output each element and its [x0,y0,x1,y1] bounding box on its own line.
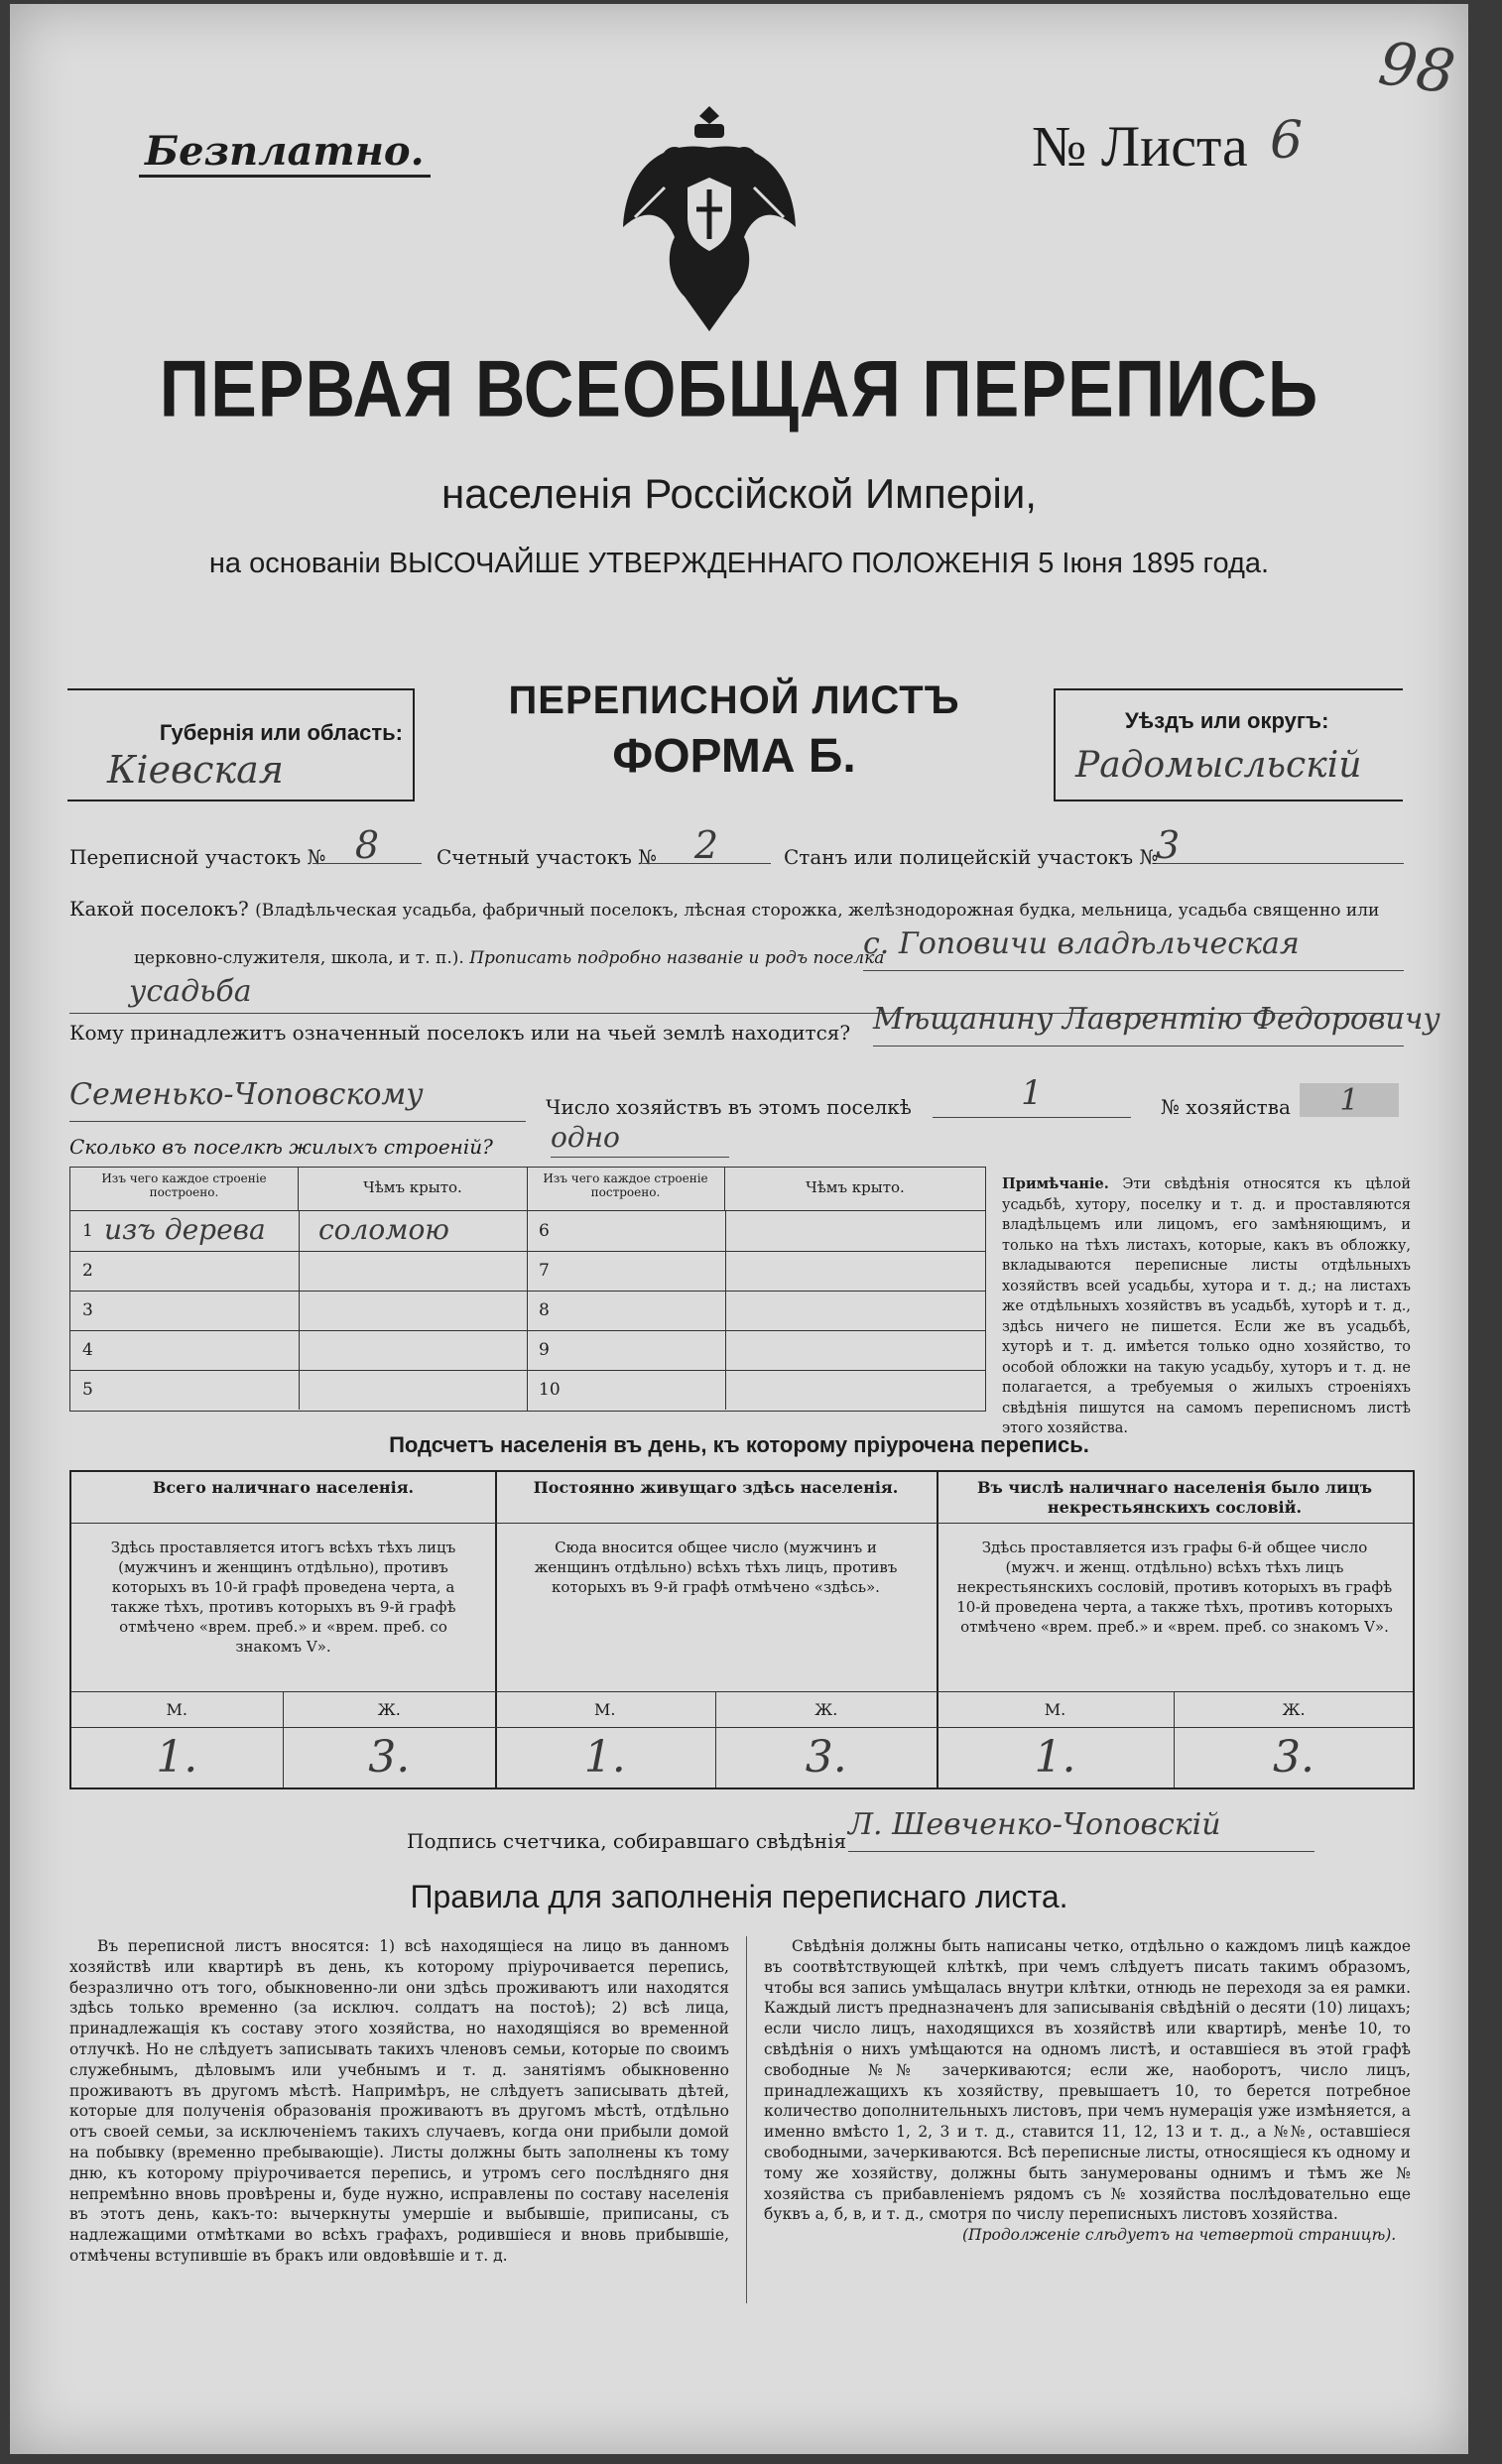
male-count: 1. [937,1728,1175,1787]
form-subtitle: ФОРМА Б. [612,730,856,783]
imperial-eagle-emblem [615,98,804,336]
female-count: 3. [805,1732,847,1783]
gubernia-box [67,688,415,801]
settlement-hint-line2 [134,948,884,968]
settlement-label: Какой поселокъ? [69,897,249,921]
settlement-hint2: церковно-служителя, школа, и т. п.). [134,948,464,968]
note-text: Эти свѣдѣнія относятся къ цѣлой усадьбѣ, хутору, поселку и т. д. и проставляются владѣльцемъ или лицомъ, его замѣняющимъ, и только на тѣхъ листахъ, которые, какъ въ обложку, вкладываются переписные листы отдѣльныхъ хозяйствъ всей усадьбы, хутора и т. д.; на листахъ же отдѣльныхъ хозяйствъ въ усадьбѣ, хуторѣ и т. д., здѣсь ничего не пишется. Если же въ усадьбѣ, хуторѣ и т. д. имѣется только одно хозяйство, то особой обложки на такую усадьбу, хуторъ и т. д. не полагается, а требуемыя о жилыхъ строеніяхъ свѣдѣнія пишутся на самомъ переписномъ листѣ этого хозяйства. [1002,1176,1411,1436]
census-district-label: Переписной участокъ № [69,845,326,869]
settlement-value: с. Гоповичи владѣльческая [863,926,1404,971]
building-row [527,1251,985,1292]
household-number-value: 1 [1300,1083,1399,1117]
household-number-label: № хозяйства [1161,1095,1291,1119]
building-row-number: 5 [82,1380,93,1400]
households-label: Число хозяйствъ въ этомъ поселкѣ [546,1095,912,1119]
free-label: Безплатно. [139,128,431,178]
count-column-header: Всего наличнаго населенія. [71,1472,495,1524]
building-row-number: 1 [82,1221,93,1241]
female-label: Ж. [716,1692,938,1728]
count-column [71,1472,497,1787]
male-label: М. [71,1692,284,1728]
buildings-label: Сколько въ поселкѣ жилыхъ строеній? [69,1135,493,1159]
female-count: 3. [1273,1732,1314,1783]
building-material: изъ дерева [104,1213,266,1246]
count-district-value: 2 [642,823,771,864]
col-material-header: Изъ чего каждое строеніе построено. [70,1168,299,1211]
owner-label: Кому принадлежитъ означенный поселокъ или на чьей землѣ находится? [69,1021,851,1045]
note-block [1002,1174,1411,1439]
male-count: 1. [71,1728,284,1787]
building-row-number: 10 [539,1380,561,1400]
divider [299,1211,300,1410]
buildings-table-right [527,1168,985,1411]
owner-value-2: Семенько-Чоповскому [69,1077,526,1122]
male-count: 1. [495,1728,716,1787]
column-divider [746,1936,747,2303]
building-row-number: 2 [82,1261,93,1281]
col-roof-header-2: Чѣмъ крыто. [725,1168,985,1211]
building-row-number: 8 [539,1300,550,1320]
building-row-number: 7 [539,1261,550,1281]
building-roof: соломою [318,1213,449,1246]
buildings-table-left [70,1168,528,1411]
page-title: ПЕРВАЯ ВСЕОБЩАЯ ПЕРЕПИСЬ [159,344,1319,433]
page-subtitle: населенія Россійской Имперіи, [441,470,1037,517]
signature-value: Л. Шевченко-Чоповскій [848,1807,1314,1852]
form-title: ПЕРЕПИСНОЙ ЛИСТЪ [508,678,960,722]
settlement-line [69,897,1409,921]
settlement-value-2: усадьба [69,974,1404,1014]
building-row-number: 9 [539,1340,550,1360]
rules-right-column: Свѣдѣнія должны быть написаны четко, отдѣльно о каждомъ лицѣ каждое въ соотвѣтствующей клѣткѣ, при чемъ слѣдуетъ писать такимъ образомъ, чтобы вся запись умѣщалась внутри клѣтки, отнюдь не переходя за ея рамки. Каждый листъ предназначенъ для записыванія свѣдѣній о десяти (10) лицахъ; если число лицъ, находящихся въ хозяйствѣ или квартирѣ, менѣе 10, то свѣдѣнія о нихъ умѣщаются на одномъ листѣ, и оставшіеся въ этой графѣ свободные №№ зачеркиваются; если же, наоборотъ, число лицъ, принадлежащихъ къ хозяйству, превышаетъ 10, то берется потребное количество дополнительныхъ листовъ, при чемъ нумерація уже измѣняется, а именно вмѣсто 1, 2, 3 и т. д., ставится 11, 12, 13 и т. д., а №№, оставшіеся свободными, зачеркиваются. Всѣ переписные листы, относящіеся къ одному и тому же хозяйству, должны быть занумерованы однимъ и тѣмъ же № хозяйства съ прибавленіемъ рядомъ съ № хозяйства послѣдовательно еще буквъ а, б, в, и т. д., смотря по числу переписныхъ листовъ хозяйства. [764,1937,1411,2224]
count-column-description: Здѣсь проставляется изъ графы 6-й общее число (мужч. и женщ. отдѣльно) всѣхъ тѣхъ лицъ некрестьянскихъ сословій, противъ которыхъ въ графѣ 10-й проведена черта, а также тѣхъ, противъ которыхъ отмѣчено «врем. преб.» и «врем. преб. со знакомъ V». [937,1524,1413,1692]
decree-line [10,548,1468,580]
rules-continued-note: (Продолженіе слѣдуетъ на четвертой страницѣ). [962,2226,1397,2244]
owner-value: Мѣщанину Лаврентію Федоровичу [873,1002,1404,1047]
note-title: Примѣчаніе. [1002,1175,1109,1192]
building-row-number: 4 [82,1340,93,1360]
sheet-number-label: № Листа [1032,114,1248,179]
census-form-page [10,4,1468,2454]
uezd-box [1054,688,1403,801]
count-column-header: Въ числѣ наличнаго населенія было лицъ некрестьянскихъ сословій. [937,1472,1413,1524]
decree-text: ВЫСОЧАЙШЕ УТВЕРЖДЕННАГО ПОЛОЖЕНІЯ 5 Іюня 1895 года. [388,548,1270,579]
buildings-value: одно [551,1121,729,1158]
page-number: 98 [1374,29,1459,108]
count-district-label: Счетный участокъ № [437,845,658,869]
building-row [527,1330,985,1371]
building-row [527,1291,985,1331]
male-label: М. [937,1692,1175,1728]
census-district-value: 8 [313,823,422,864]
count-column [495,1472,939,1787]
col-roof-header: Чѣмъ крыто. [299,1168,527,1211]
stan-label: Станъ или полицейскій участокъ № [784,845,1159,869]
sheet-number-value: 6 [1270,111,1304,171]
count-column-header: Постоянно живущаго здѣсь населенія. [495,1472,937,1524]
col-material-header-2: Изъ чего каждое строеніе построено. [527,1168,725,1211]
rules-title: Правила для заполненія переписнаго листа. [410,1879,1068,1914]
count-column [937,1472,1413,1787]
building-row [527,1370,985,1410]
count-title: Подсчетъ населенія въ день, къ которому пріурочена перепись. [389,1432,1089,1457]
buildings-table [69,1167,986,1412]
building-row-number: 3 [82,1300,93,1320]
rules-left-column: Въ переписной листъ вносятся: 1) всѣ находящіеся на лицо въ данномъ хозяйствѣ или квартирѣ въ день, къ которому пріурочивается перепись, безразлично отъ того, обыкновенно-ли они здѣсь проживаютъ или находятся здѣсь только временно (за исключ. солдатъ на постоѣ); 2) всѣ лица, принадлежащія къ составу этого хозяйства, но находящіяся во временной отлучкѣ. Но не слѣдуетъ записывать такихъ членовъ семьи, которые по своимъ служебнымъ, дѣловымъ или учебнымъ и т. д. занятіямъ обыкновенно проживаютъ въ другомъ мѣстѣ. Напримѣръ, не слѣдуетъ записывать дѣтей, которые для полученія образованія проживаютъ въ другомъ мѣстѣ, отдѣльно отъ своей семьи, за исключеніемъ такихъ случаевъ, когда они прибыли домой на побывку (временно пребывающіе). Листы должны быть заполнены къ тому дню, къ которому пріурочивается перепись, и утромъ сего послѣдняго дня непремѣнно вновь провѣрены и, буде нужно, исправлены по составу населенія въ этотъ день, какъ-то: вычеркнуты умершіе и выбывшіе, приписаны, съ надлежащими отмѣтками во всѣхъ графахъ, родившіеся и вновь прибывшіе, отмѣчены вступившіе въ бракъ или овдовѣвшіе и т. д. [69,1937,729,2265]
male-label: М. [495,1692,716,1728]
settlement-hint: (Владѣльческая усадьба, фабричный поселокъ, лѣсная сторожка, желѣзнодорожная будка, мельница, усадьба священно или [255,901,1380,921]
stan-value: 3 [1156,823,1404,864]
decree-prefix: на основаніи [208,548,381,579]
uezd-label: Уѣздъ или округъ: [1125,708,1329,733]
female-label: Ж. [284,1692,496,1728]
count-table [69,1470,1415,1789]
count-column-description: Здѣсь проставляется итогъ всѣхъ тѣхъ лицъ (мужчинъ и женщинъ отдѣльно), противъ которыхъ въ 10-й графѣ проведена черта, а также тѣхъ, противъ которыхъ въ 9-й графѣ отмѣчено «врем. преб.» и «врем. преб. со знакомъ V». [71,1524,495,1692]
count-column-description: Сюда вносится общее число (мужчинъ и женщинъ отдѣльно) всѣхъ тѣхъ лицъ, противъ которыхъ въ 9-й графѣ отмѣчено «здѣсь». [495,1524,937,1692]
households-value: 1 [933,1073,1131,1118]
gubernia-value: Кіевская [107,748,284,792]
form-title-box [427,678,1042,784]
settlement-hint3: Прописать подробно названіе и родъ поселка [469,948,885,968]
signature-label: Подпись счетчика, собиравшаго свѣдѣнія [407,1829,847,1853]
divider [725,1211,726,1410]
uezd-value: Радомысльскій [1075,745,1362,786]
gubernia-label: Губернія или область: [159,720,403,745]
female-count: 3. [368,1732,411,1783]
female-label: Ж. [1175,1692,1413,1728]
building-row-number: 6 [539,1221,550,1241]
building-row [527,1211,985,1252]
